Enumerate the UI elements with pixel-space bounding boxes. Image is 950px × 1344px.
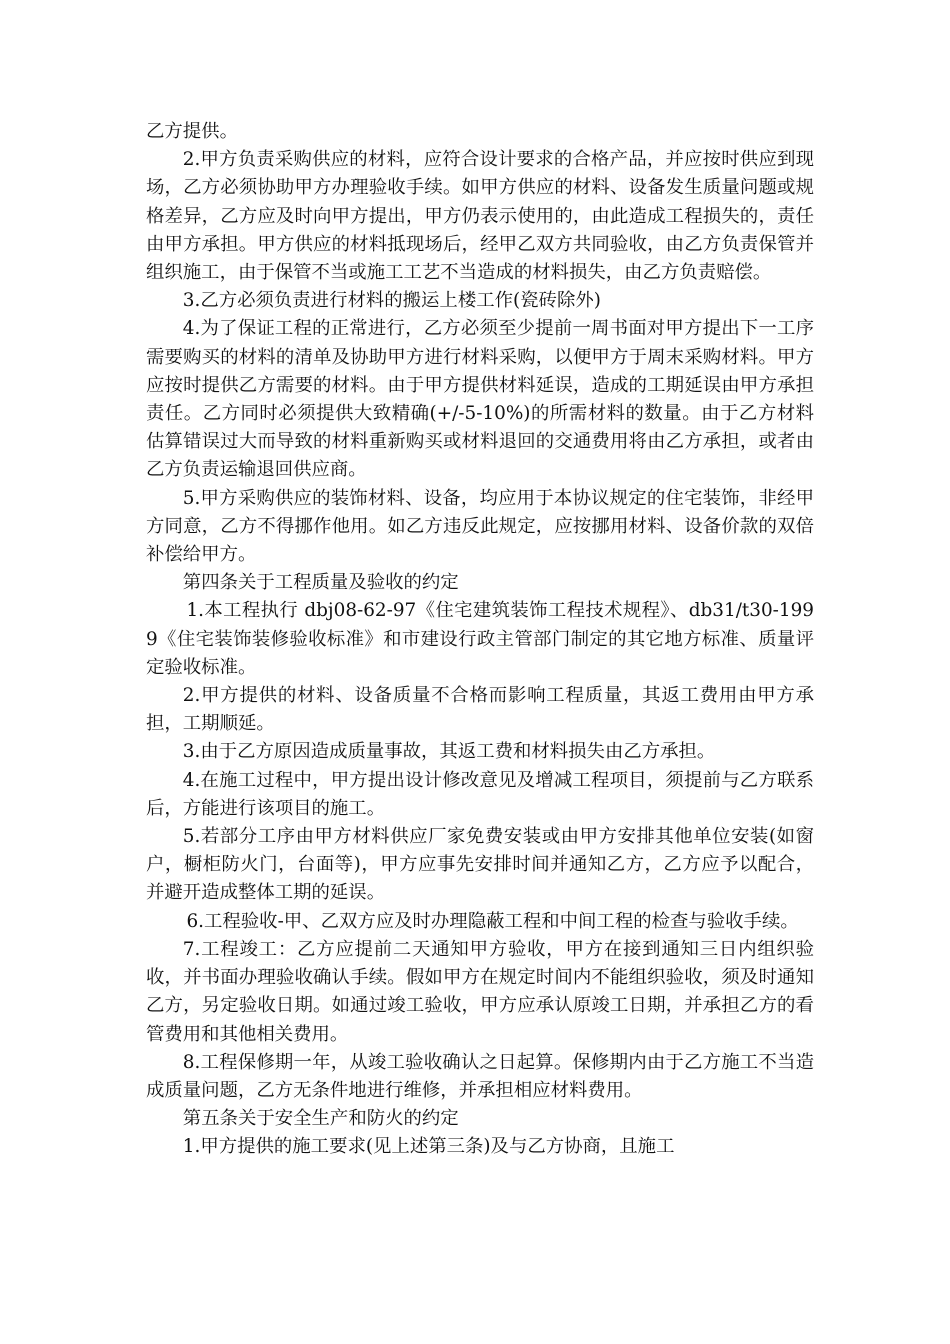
paragraph-clause-3-4: 4.为了保证工程的正常进行，乙方必须至少提前一周书面对甲方提出下一工序需要购买的材料的清单及协助甲方进行材料采购，以便甲方于周末采购材料。甲方应按时提供乙方需要的材料。由于甲方提供材料延误，造成的工期延误由甲方承担责任。乙方同时必须提供大致精确(+/-5-10%)的所需材料的数量。由于乙方材料估算错误过大而导致的材料重新购买或材料退回的交通费用将由乙方承担，或者由乙方负责运输退回供应商。 bbox=[146, 318, 814, 481]
paragraph-clause-4-8: 8.工程保修期一年，从竣工验收确认之日起算。保修期内由于乙方施工不当造成质量问题，乙方无条件地进行维修，并承担相应材料费用。 bbox=[146, 1051, 814, 1101]
paragraph-clause-3-3: 3.乙方必须负责进行材料的搬运上楼工作(瓷砖除外) bbox=[182, 290, 601, 312]
paragraph-clause-4-2: 2.甲方提供的材料、设备质量不合格而影响工程质量，其返工费用由甲方承担，工期顺延。 bbox=[146, 685, 814, 735]
paragraph-clause-3-5: 5.甲方采购供应的装饰材料、设备，均应用于本协议规定的住宅装饰，非经甲方同意，乙方不得挪作他用。如乙方违反此规定，应按挪用材料、设备价款的双倍补偿给甲方。 bbox=[146, 487, 814, 566]
paragraph-clause-4-3: 3.由于乙方原因造成质量事故，其返工费和材料损失由乙方承担。 bbox=[182, 741, 716, 763]
paragraph-clause-4-6: 6.工程验收-甲、乙双方应及时办理隐蔽工程和中间工程的检查与验收手续。 bbox=[186, 910, 799, 932]
paragraph-continuation: 乙方提供。 bbox=[146, 121, 238, 142]
section-heading-article-4: 第四条关于工程质量及验收的约定 bbox=[182, 572, 459, 594]
section-heading-article-5: 第五条关于安全生产和防火的约定 bbox=[182, 1108, 459, 1130]
paragraph-clause-4-4: 4.在施工过程中，甲方提出设计修改意见及增减工程项目，须提前与乙方联系后，方能进行该项目的施工。 bbox=[146, 769, 814, 819]
document-body bbox=[146, 118, 814, 1162]
paragraph-clause-4-7: 7.工程竣工：乙方应提前二天通知甲方验收，甲方在接到通知三日内组织验收，并书面办理验收确认手续。假如甲方在规定时间内不能组织验收，须及时通知乙方，另定验收日期。如通过竣工验收，甲方应承认原竣工日期，并承担乙方的看管费用和其他相关费用。 bbox=[146, 938, 814, 1045]
paragraph-clause-3-2: 2.甲方负责采购供应的材料，应符合设计要求的合格产品，并应按时供应到现场，乙方必须协助甲方办理验收手续。如甲方供应的材料、设备发生质量问题或规格差异，乙方应及时向甲方提出，甲方仍表示使用的，由此造成工程损失的，责任由甲方承担。甲方供应的材料抵现场后，经甲乙双方共同验收，由乙方负责保管并组织施工，由于保管不当或施工工艺不当造成的材料损失，由乙方负责赔偿。 bbox=[146, 149, 814, 284]
paragraph-clause-4-1: 1.本工程执行 dbj08-62-97《住宅建筑装饰工程技术规程》、db31/t30-1999《住宅装饰装修验收标准》和市建设行政主管部门制定的其它地方标准、质量评定验收标准。 bbox=[146, 600, 814, 678]
paragraph-clause-4-5: 5.若部分工序由甲方材料供应厂家免费安装或由甲方安排其他单位安装(如窗户，橱柜防火门，台面等)，甲方应事先安排时间并通知乙方，乙方应予以配合，并避开造成整体工期的延误。 bbox=[146, 826, 814, 904]
paragraph-clause-5-1: 1.甲方提供的施工要求(见上述第三条)及与乙方协商，且施工 bbox=[182, 1136, 675, 1158]
